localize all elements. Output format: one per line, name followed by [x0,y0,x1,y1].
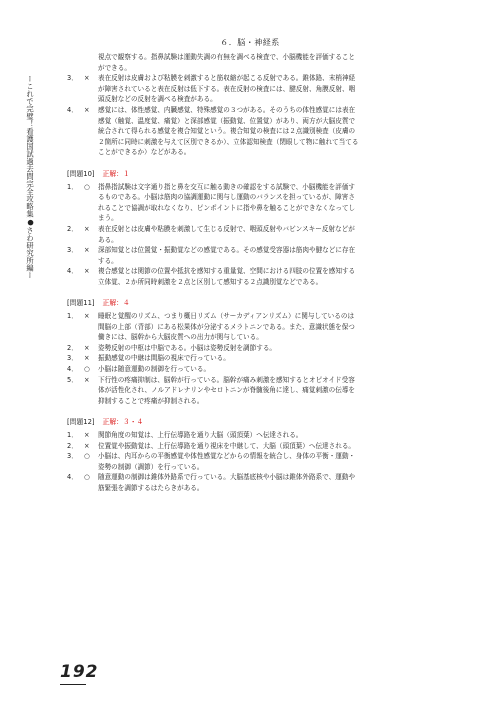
answer-item [67,311,457,343]
item-text [98,311,457,343]
question-label: [問題10] [67,169,95,178]
item-number: 4． [67,105,78,114]
text-line: 下行性の疼痛抑制は、脳幹が行っている。脳幹が痛み刺激を感知するとオピオイド受容 [98,375,355,384]
question-list [67,169,457,494]
text-line: ある。 [98,235,118,244]
correctness-mark: × [84,375,90,384]
item-text [98,182,457,224]
text-line: 抑制することで疼痛が抑制される。 [98,396,204,405]
question-section [67,417,457,493]
text-line: 統合されて得られる感覚を複合知覚という。複合知覚の検査には２点識別検査（皮膚の [98,127,356,136]
text-line: 深部知覚とは位置覚・振動覚などの感覚である。その感覚受容器は筋肉や腱などに存在 [98,246,356,255]
answer-item [67,451,457,472]
correct-answer: 正解：１ [102,169,130,178]
correct-answer: 正解：３・４ [102,418,144,427]
text-line: るものである。小脳は筋肉の協調運動に関与し運動のバランスを担っているが、障害さ [98,193,355,202]
text-line: 立体覚、２か所同時刺激を２点と区別して感知する２点識別覚などである。 [98,277,323,286]
text-line: 関節角度の知覚は、上行伝導路を通り大脳（頭頂葉）へ伝達される。 [98,431,303,439]
text-line: 振動感覚の中継は間脳の視床で行っている。 [98,354,230,363]
item-text [98,224,457,245]
text-line: 表在反射とは皮膚や粘膜を刺激して生じる反射で、咽頭反射やバビンスキー反射などが [98,224,355,233]
intro-items [67,73,457,158]
text-line: 睡眠と覚醒のリズム、つまり概日リズム（サーカディアンリズム）に関与しているのは [98,312,355,321]
text-line: 姿勢反射の中枢は中脳である。小脳は姿勢反射を調節する。 [98,343,277,352]
intro-continuation [67,52,457,73]
text-line: 筋緊張を調節するはたらきがある。 [98,483,204,492]
correctness-mark: × [84,267,90,276]
text-line: 指鼻指試験は文字通り指と鼻を交互に触る動きの確認をする試験で、小脳機能を評価す [98,182,356,191]
question-section [67,169,457,288]
answer-item [67,364,457,375]
item-text [98,245,457,266]
correctness-mark: ○ [84,365,90,374]
item-number: 3． [67,354,78,363]
text-line: 随意運動の制御は錐体外路系で行っている。大脳基底核や小脳は錐体外路系で、運動や [98,473,356,482]
text-line: 視点で観察する。指鼻試験は運動失調の有無を調べる検査で、小脳機能を評価すること [98,53,356,61]
text-line: 表在反射は皮膚および粘膜を刺激すると筋収縮が起こる反射である。錐体路、末梢神経 [98,74,356,83]
text-line: ができる。 [98,63,131,72]
correctness-mark: × [84,105,90,114]
correctness-mark: ○ [84,182,90,191]
correctness-mark: × [84,312,90,321]
item-number: 5． [67,375,78,384]
text-line: 頭反射などの反射を調べる検査がある。 [98,95,217,104]
item-number: 2． [67,224,78,233]
text-line: 感覚（触覚、温度覚、痛覚）と深部感覚（振動覚、位置覚）があり、両方が大脳皮質で [98,116,356,125]
text-line: ２箇所に同時に刺激を与えて区別できるか）、立体認知検査（閉眼して物に触れて当てる [98,137,359,146]
answer-item [67,224,457,245]
correctness-mark: × [84,74,90,83]
item-text [98,441,457,452]
item-text [98,343,457,354]
answer-item [67,441,457,452]
item-number: 4． [67,473,78,482]
text-line: ことができるか）などがある。 [98,148,191,157]
main-content [67,52,457,494]
item-text [98,105,457,158]
item-number: 4． [67,267,78,276]
book-title-sidebar: ーこれで完璧！看護国試過去問完全攻略集●さわ研究所編ー [26,75,35,280]
correctness-mark: × [84,354,90,363]
item-text [98,266,457,287]
item-number: 2． [67,441,78,450]
text-line: する。 [98,256,118,265]
text-line: れることで協調が取れなくなり、ピンポイントに指や鼻を触ることができなくなってし [98,203,356,212]
question-label: [問題12] [67,418,95,427]
text-line: 小脳は随意運動の制御を行っている。 [98,365,211,374]
item-number: 4． [67,365,78,374]
answer-item [67,375,457,407]
correctness-mark: ○ [84,473,90,482]
text-line: が障害されていると表在反射は低下する。表在反射の検査には、腱反射、角膜反射、咽 [98,84,356,93]
correctness-mark: × [84,224,90,233]
question-heading [67,298,457,309]
text-line: 複合感覚とは関節の位置や抵抗を感知する重量覚、空間における四肢の位置を感知する [98,267,356,276]
question-section [67,298,457,406]
correctness-mark: × [84,431,90,439]
answer-item [67,343,457,354]
text-line: 働きには、脳幹から大脳皮質への出力が関与している。 [98,333,263,342]
item-number: 1． [67,431,78,439]
correctness-mark: × [84,441,90,450]
section-header: ６．脳・神経系 [220,38,280,47]
text-line: まう。 [98,214,118,223]
answer-item [67,266,457,287]
answer-item [67,73,457,105]
item-number: 2． [67,343,78,352]
item-number: 1． [67,182,78,191]
item-text [98,364,457,375]
item-text [98,73,457,105]
text-line: 体が活性化され、ノルアドレナリンやセロトニンが脊髄後角に達し、痛覚刺激の伝導を [98,386,356,395]
correctness-mark: ○ [84,452,90,461]
answer-item [67,353,457,364]
answer-item [67,105,457,158]
text-line: 間脳の上部（背部）にある松果体が分泌するメラトニンである。また、意識状態を保つ [98,322,355,331]
answer-item [67,430,457,441]
item-text [98,451,457,472]
item-text [98,430,457,441]
item-number: 1． [67,312,78,321]
text-line: 姿勢の制御（調節）を行っている。 [98,462,204,471]
answer-item [67,472,457,493]
correctness-mark: × [84,246,90,255]
page-number: 192 [60,662,99,682]
question-heading [67,169,457,180]
text-line: 感覚には、体性感覚、内臓感覚、特殊感覚の３つがある。そのうちの体性感覚には表在 [98,105,356,114]
item-number: 3． [67,246,78,255]
question-label: [問題11] [67,299,95,308]
item-number: 3． [67,452,78,461]
answer-item [67,245,457,266]
text-line: 小脳は、内耳からの平衡感覚や体性感覚などからの情報を統合し、身体の平衡・運動・ [98,452,356,461]
text-line: 位置覚や振動覚は、上行伝導路を通り視床を中継して、大脳（頭頂葉）へ伝達される。 [98,441,356,450]
correct-answer: 正解：４ [102,299,130,308]
item-text [98,375,457,407]
answer-item [67,182,457,224]
correctness-mark: × [84,343,90,352]
question-heading [67,417,457,428]
page-number-underline [60,684,86,685]
item-text [98,353,457,364]
item-number: 3． [67,74,78,83]
item-text [98,472,457,493]
